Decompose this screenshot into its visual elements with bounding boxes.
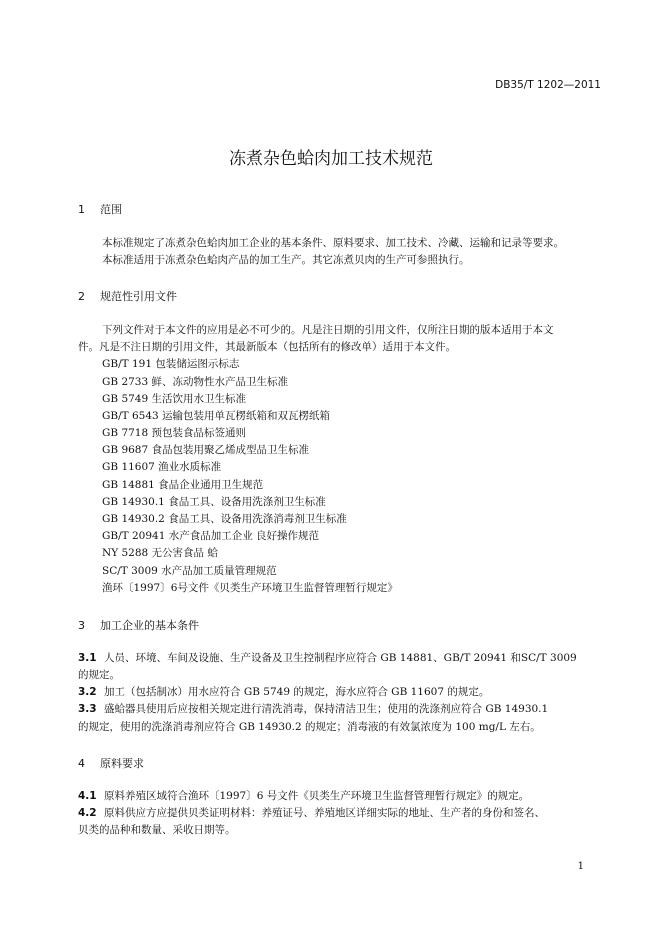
section-3-heading xyxy=(78,617,199,633)
reference-item: NY 5288 无公害食品 蛤 xyxy=(102,547,218,559)
reference-item: GB 7718 预包装食品标签通则 xyxy=(102,427,247,439)
paragraph: 本标准适用于冻煮杂色蛤肉产品的加工生产。其它冻煮贝肉的生产可参照执行。 xyxy=(102,254,470,266)
clause-4-1 xyxy=(78,788,529,805)
clause-continuation: 的规定。 xyxy=(78,669,120,681)
section-number: 4 xyxy=(78,757,85,770)
reference-item: GB 2733 鲜、冻动物性水产品卫生标准 xyxy=(102,376,289,388)
clause-text: 加工（包括制冰）用水应符合 GB 5749 的规定，海水应符合 GB 11607 的规定。 xyxy=(104,686,490,698)
clause-text: 盛蛤器具使用后应按相关规定进行清洗消毒，保持清洁卫生；使用的洗涤剂应符合 GB 14930.1 xyxy=(104,703,549,715)
clause-3-1 xyxy=(78,650,577,667)
reference-item: GB 5749 生活饮用水卫生标准 xyxy=(102,393,247,405)
reference-item: GB/T 6543 运输包装用单瓦楞纸箱和双瓦楞纸箱 xyxy=(102,410,331,422)
document-title: 冻煮杂色蛤肉加工技术规范 xyxy=(229,149,433,169)
section-title: 规范性引用文件 xyxy=(100,290,177,303)
clause-text: 人员、环境、车间及设施、生产设备及卫生控制程序应符合 GB 14881、GB/T 20941 和SC/T 3009 xyxy=(104,652,577,664)
clause-continuation: 贝类的品种和数量、采收日期等。 xyxy=(78,824,236,836)
paragraph: 件。凡是不注日期的引用文件，其最新版本（包括所有的修改单）适用于本文件。 xyxy=(78,341,456,353)
section-1-heading xyxy=(78,201,122,217)
clause-4-2 xyxy=(78,805,545,822)
clause-number: 3.1 xyxy=(78,652,97,664)
reference-item: GB/T 191 包装储运图示标志 xyxy=(102,358,240,370)
clause-continuation: 的规定，使用的洗涤消毒剂应符合 GB 14930.2 的规定；消毒液的有效氯浓度为 100 mg/L 左右。 xyxy=(78,721,541,733)
reference-item: 渔环〔1997〕6号文件《贝类生产环境卫生监督管理暂行规定》 xyxy=(102,582,398,594)
clause-3-2 xyxy=(78,684,489,701)
section-title: 范围 xyxy=(100,203,122,216)
section-4-heading xyxy=(78,755,144,771)
section-number: 2 xyxy=(78,290,85,303)
section-number: 1 xyxy=(78,203,85,216)
standard-number: DB35/T 1202—2011 xyxy=(495,79,601,91)
clause-text: 原料养殖区域符合渔环〔1997〕6 号文件《贝类生产环境卫生监督管理暂行规定》的规定。 xyxy=(104,790,530,802)
section-title: 原料要求 xyxy=(100,757,144,770)
paragraph: 下列文件对于本文件的应用是必不可少的。凡是注日期的引用文件，仅所注日期的版本适用于本文 xyxy=(102,324,554,336)
page-number: 1 xyxy=(577,861,584,872)
section-2-heading xyxy=(78,288,177,304)
reference-item: GB 9687 食品包装用聚乙烯成型品卫生标准 xyxy=(102,444,310,456)
section-number: 3 xyxy=(78,619,85,632)
clause-number: 3.3 xyxy=(78,703,97,715)
reference-item: SC/T 3009 水产品加工质量管理规范 xyxy=(102,565,277,577)
reference-item: GB/T 20941 水产食品加工企业 良好操作规范 xyxy=(102,530,320,542)
reference-item: GB 11607 渔业水质标准 xyxy=(102,461,222,473)
clause-number: 4.1 xyxy=(78,790,97,802)
reference-item: GB 14881 食品企业通用卫生规范 xyxy=(102,479,264,491)
paragraph: 本标准规定了冻煮杂色蛤肉加工企业的基本条件、原料要求、加工技术、冷藏、运输和记录等要求。 xyxy=(102,237,564,249)
clause-3-3 xyxy=(78,701,548,718)
clause-text: 原料供应方应提供贝类证明材料：养殖证号、养殖地区详细实际的地址、生产者的身份和签名、 xyxy=(104,807,545,819)
reference-item: GB 14930.1 食品工具、设备用洗涤剂卫生标准 xyxy=(102,496,326,508)
section-title: 加工企业的基本条件 xyxy=(100,619,199,632)
clause-number: 4.2 xyxy=(78,807,97,819)
clause-number: 3.2 xyxy=(78,686,97,698)
reference-item: GB 14930.2 食品工具、设备用洗涤消毒剂卫生标准 xyxy=(102,513,347,525)
